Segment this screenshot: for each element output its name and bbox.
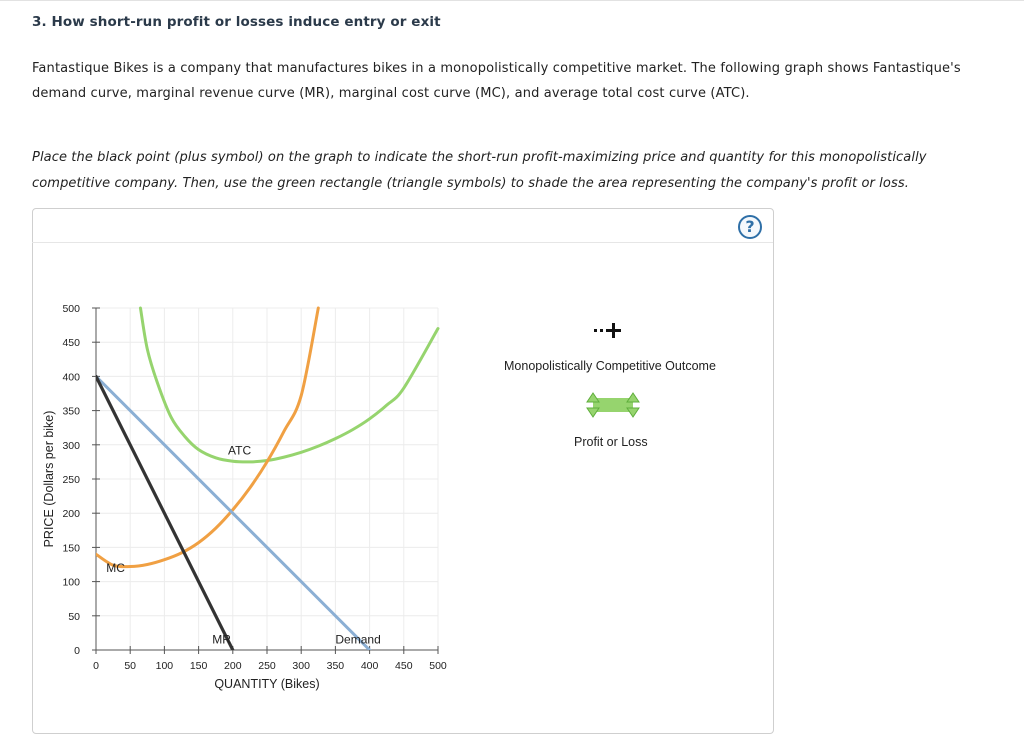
help-icon[interactable]: ?: [738, 215, 762, 239]
triangle-rectangle-tool-icon[interactable]: [584, 390, 642, 420]
y-axis-label: PRICE (Dollars per bike): [42, 410, 56, 548]
x-tick-label: 500: [429, 660, 447, 672]
x-tick-label: 150: [189, 660, 208, 672]
question-instructions: Place the black point (plus symbol) on the graph to indicate the short-run profit-maximizing price and quantity for this monopolistically competitive company. Then, use the green rectangle (triangle symbols) to shade the area representing the company's profit or loss.: [32, 150, 927, 191]
x-tick-label: 300: [292, 660, 310, 672]
y-tick-label: 150: [62, 542, 80, 555]
x-tick-label: 350: [326, 660, 345, 672]
rect-tool-label: Profit or Loss: [574, 435, 648, 449]
point-tool-label: Monopolistically Competitive Outcome: [504, 359, 716, 373]
y-tick-label: 500: [62, 303, 80, 315]
y-tick-label: 300: [62, 439, 80, 452]
x-tick-label: 50: [124, 660, 137, 672]
atc-curve-label: ATC: [228, 443, 252, 458]
atc-curve: [140, 308, 438, 462]
x-axis-label: QUANTITY (Bikes): [214, 677, 320, 691]
y-tick-label: 400: [62, 371, 80, 384]
question-heading: 3. How short-run profit or losses induce entry or exit: [32, 14, 441, 30]
mc-curve: [96, 308, 318, 567]
y-tick-label: 0: [74, 645, 80, 657]
demand-curve-label: Demand: [335, 632, 381, 647]
plus-point-tool-icon[interactable]: [592, 318, 632, 342]
mr-curve-label: MR: [212, 632, 231, 647]
x-tick-label: 250: [258, 660, 276, 672]
y-tick-label: 450: [62, 337, 80, 350]
y-tick-label: 200: [62, 508, 80, 521]
x-tick-label: 0: [93, 660, 99, 672]
x-tick-label: 100: [155, 660, 174, 672]
question-intro: Fantastique Bikes is a company that manufactures bikes in a monopolistically competitive market. The following graph shows Fantastique's demand curve, marginal revenue curve (MR), marginal cost curve (MC), and average total cost curve (ATC).: [32, 61, 961, 101]
chart-axes: [62, 303, 446, 672]
x-tick-label: 450: [395, 660, 413, 672]
y-tick-label: 250: [62, 474, 80, 486]
y-tick-label: 50: [68, 610, 80, 623]
y-tick-label: 350: [62, 405, 80, 418]
x-tick-label: 400: [360, 660, 379, 672]
x-tick-label: 200: [224, 660, 242, 672]
mc-curve-label: MC: [106, 560, 125, 575]
y-tick-label: 100: [62, 576, 80, 589]
